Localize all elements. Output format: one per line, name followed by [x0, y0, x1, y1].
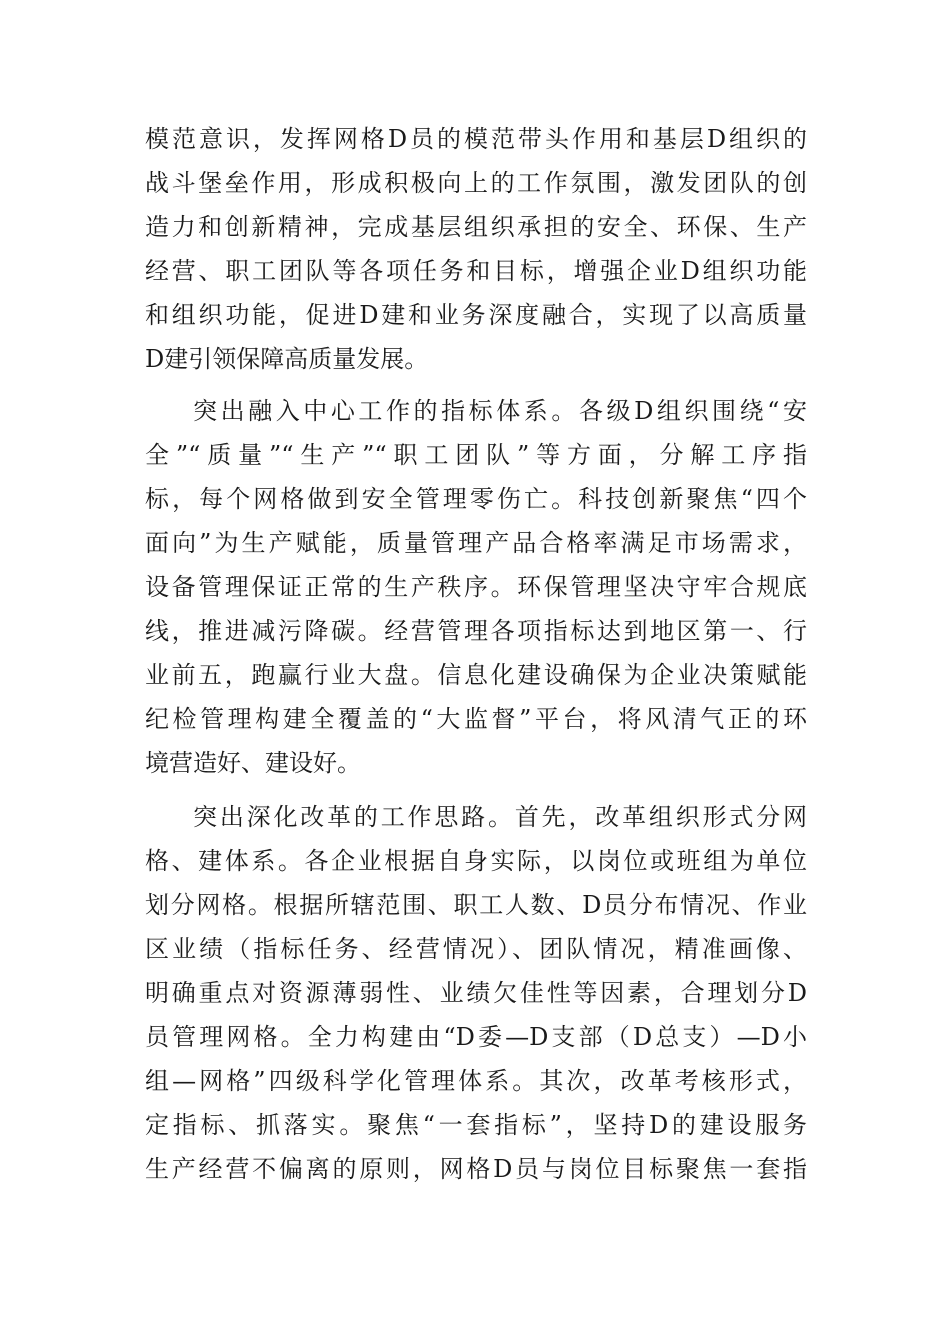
text-line: 全”“质量”“生产”“职工团队”等方面，分解工序指 — [145, 441, 807, 469]
text-line: 划分网格。根据所辖范围、职工人数、D员分布情况、作业 — [145, 891, 807, 919]
text-line: 和组织功能，促进D建和业务深度融合，实现了以高质量 — [145, 301, 807, 329]
text-line: 生产经营不偏离的原则，网格D员与岗位目标聚焦一套指 — [145, 1155, 807, 1183]
text-line: 战斗堡垒作用，形成积极向上的工作氛围，激发团队的创 — [145, 169, 807, 197]
paragraph-2 — [145, 389, 807, 785]
text-line: 明确重点对资源薄弱性、业绩欠佳性等因素，合理划分D — [145, 979, 807, 1007]
text-line: 定指标、抓落实。聚焦“一套指标”，坚持D的建设服务 — [145, 1111, 807, 1139]
text-line: 突出深化改革的工作思路。首先，改革组织形式分网 — [193, 803, 807, 831]
text-line: 业前五，跑赢行业大盘。信息化建设确保为企业决策赋能 — [145, 661, 807, 689]
text-line: 员管理网格。全力构建由“D委—D支部（D总支）—D小 — [145, 1023, 807, 1051]
text-line: 经营、职工团队等各项任务和目标，增强企业D组织功能 — [145, 257, 807, 285]
text-line: 境营造好、建设好。 — [145, 749, 361, 777]
text-line: 突出融入中心工作的指标体系。各级D组织围绕“安 — [193, 397, 807, 425]
text-line: 造力和创新精神，完成基层组织承担的安全、环保、生产 — [145, 213, 807, 241]
text-line: 格、建体系。各企业根据自身实际，以岗位或班组为单位 — [145, 847, 807, 875]
text-line: 标，每个网格做到安全管理零伤亡。科技创新聚焦“四个 — [145, 485, 807, 513]
text-line: D建引领保障高质量发展。 — [145, 345, 429, 373]
text-line: 线，推进减污降碳。经营管理各项指标达到地区第一、行 — [145, 617, 807, 645]
text-line: 纪检管理构建全覆盖的“大监督”平台，将风清气正的环 — [145, 705, 807, 733]
text-line: 面向”为生产赋能，质量管理产品合格率满足市场需求， — [145, 529, 807, 557]
text-line: 设备管理保证正常的生产秩序。环保管理坚决守牢合规底 — [145, 573, 807, 601]
text-line: 组—网格”四级科学化管理体系。其次，改革考核形式， — [145, 1067, 807, 1095]
paragraph-1 — [145, 117, 807, 381]
paragraph-3 — [145, 795, 807, 1191]
text-line: 模范意识，发挥网格D员的模范带头作用和基层D组织的 — [145, 125, 807, 153]
text-line: 区业绩（指标任务、经营情况）、团队情况，精准画像、 — [145, 935, 807, 963]
